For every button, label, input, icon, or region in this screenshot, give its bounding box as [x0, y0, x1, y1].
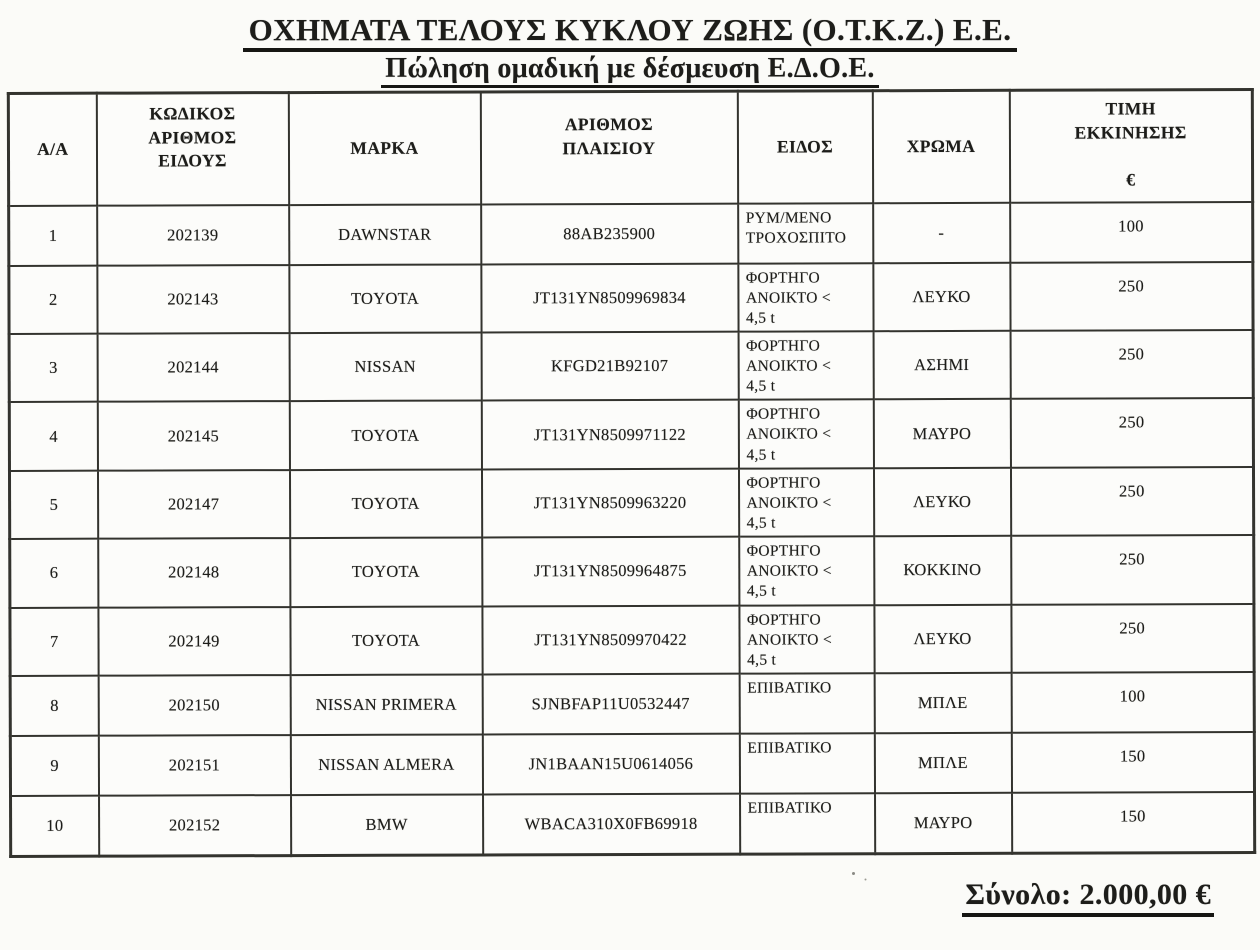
cell-price: 250 [1010, 330, 1253, 399]
cell-price: 250 [1010, 467, 1253, 536]
cell-color: - [873, 202, 1010, 262]
cell-color: ΑΣΗΜΙ [873, 331, 1010, 400]
cell-chassis: JN1BAAN15U0614056 [482, 734, 739, 795]
cell-color: ΜΑΥΡΟ [875, 793, 1012, 853]
cell-aa: 8 [10, 676, 98, 736]
cell-color: ΜΠΛΕ [874, 733, 1011, 793]
table-header [8, 90, 1252, 206]
total-value: 2.000,00 € [1079, 878, 1211, 911]
cell-price: 250 [1010, 262, 1253, 331]
total-line [962, 878, 1214, 917]
table-row [9, 202, 1253, 266]
cell-price: 250 [1011, 604, 1254, 673]
cell-make: NISSAN PRIMERA [290, 675, 482, 736]
cell-price: 250 [1010, 398, 1253, 467]
cell-type: ΕΠΙΒΑΤΙΚΟ [740, 793, 875, 853]
column-header-make: ΜΑΡΚΑ [288, 92, 480, 205]
page-title: ΟΧΗΜΑΤΑ ΤΕΛΟΥΣ ΚΥΚΛΟΥ ΖΩΗΣ (Ο.Τ.Κ.Ζ.) Ε.Ε. [243, 12, 1018, 52]
cell-price: 250 [1011, 535, 1254, 604]
cell-chassis: JT131YN8509970422 [482, 605, 739, 674]
cell-price: 150 [1012, 792, 1255, 853]
cell-aa: 3 [9, 334, 97, 403]
cell-make: NISSAN ALMERA [290, 735, 482, 796]
cell-color: ΜΠΛΕ [874, 673, 1011, 733]
table-row [9, 262, 1253, 334]
cell-color: ΛΕΥΚΟ [873, 468, 1010, 537]
cell-chassis: SJNBFAP11U0532447 [482, 674, 739, 735]
cell-type: ΕΠΙΒΑΤΙΚΟ [739, 673, 874, 733]
column-header-chassis: ΑΡΙΘΜΟΣ ΠΛΑΙΣΙΟΥ [480, 91, 737, 204]
cell-color: ΛΕΥΚΟ [873, 262, 1010, 331]
vehicles-table [7, 88, 1256, 857]
cell-chassis: KFGD21B92107 [481, 332, 738, 401]
cell-color: ΚΟΚΚΙΝΟ [874, 536, 1011, 605]
column-header-price: ΤΙΜΗ ΕΚΚΙΝΗΣΗΣ € [1009, 90, 1252, 203]
cell-price: 100 [1011, 672, 1254, 733]
cell-make: NISSAN [289, 332, 481, 401]
cell-item_code: 202143 [97, 265, 289, 334]
cell-item_code: 202145 [97, 401, 289, 470]
scan-artifact [852, 872, 855, 875]
cell-color: ΜΑΥΡΟ [873, 399, 1010, 468]
cell-item_code: 202139 [97, 205, 289, 266]
cell-type: ΦΟΡΤΗΓΟ ΑΝΟΙΚΤΟ < 4,5 t [739, 605, 874, 674]
cell-aa: 4 [9, 402, 97, 471]
cell-chassis: JT131YN8509971122 [481, 400, 738, 469]
table-row [9, 398, 1253, 470]
cell-chassis: JT131YN8509969834 [481, 263, 738, 332]
column-header-type: ΕΙΔΟΣ [737, 91, 872, 203]
table-row [9, 467, 1253, 539]
cell-item_code: 202150 [98, 675, 290, 736]
cell-aa: 2 [9, 265, 97, 334]
cell-chassis: 88AB235900 [481, 203, 738, 264]
cell-color: ΛΕΥΚΟ [874, 604, 1011, 673]
cell-type: ΦΟΡΤΗΓΟ ΑΝΟΙΚΤΟ < 4,5 t [738, 468, 873, 537]
header-row [8, 90, 1252, 206]
cell-price: 150 [1011, 732, 1254, 793]
cell-item_code: 202151 [98, 735, 290, 796]
cell-aa: 10 [11, 796, 99, 856]
total-label: Σύνολο: [965, 878, 1072, 911]
cell-make: TOYOTA [290, 606, 482, 675]
table-row [9, 330, 1253, 402]
cell-make: TOYOTA [290, 538, 482, 607]
cell-item_code: 202147 [97, 470, 289, 539]
table-row [10, 604, 1254, 676]
cell-chassis: JT131YN8509964875 [482, 537, 739, 606]
cell-aa: 7 [10, 607, 98, 676]
table-row [10, 732, 1254, 796]
page-subtitle: Πώληση ομαδική με δέσμευση Ε.Δ.Ο.Ε. [381, 54, 878, 89]
cell-aa: 6 [10, 539, 98, 608]
cell-type: ΦΟΡΤΗΓΟ ΑΝΟΙΚΤΟ < 4,5 t [738, 263, 873, 332]
cell-item_code: 202152 [99, 795, 291, 856]
cell-item_code: 202148 [98, 538, 290, 607]
cell-make: TOYOTA [289, 401, 481, 470]
cell-item_code: 202144 [97, 333, 289, 402]
cell-aa: 9 [10, 736, 98, 796]
cell-type: ΕΠΙΒΑΤΙΚΟ [739, 733, 874, 793]
cell-make: BMW [291, 795, 483, 856]
cell-chassis: WBACA310X0FB69918 [483, 794, 740, 855]
table-row [11, 792, 1255, 856]
cell-aa: 1 [9, 205, 97, 265]
column-header-aa: Α/Α [8, 93, 96, 205]
cell-make: TOYOTA [289, 264, 481, 333]
table-row [10, 672, 1254, 736]
cell-make: TOYOTA [289, 469, 481, 538]
cell-make: DAWNSTAR [289, 204, 481, 265]
column-header-item_code: ΚΩΔΙΚΟΣ ΑΡΙΘΜΟΣ ΕΙΔΟΥΣ [96, 93, 288, 206]
cell-chassis: JT131YN8509963220 [481, 468, 738, 537]
column-header-color: ΧΡΩΜΑ [872, 90, 1009, 202]
cell-type: ΦΟΡΤΗΓΟ ΑΝΟΙΚΤΟ < 4,5 t [739, 536, 874, 605]
cell-item_code: 202149 [98, 607, 290, 676]
cell-aa: 5 [9, 470, 97, 539]
table-row [10, 535, 1254, 607]
cell-type: ΡΥΜ/ΜΕΝΟ ΤΡΟΧΟΣΠΙΤΟ [738, 203, 873, 263]
table-body [9, 202, 1255, 856]
cell-type: ΦΟΡΤΗΓΟ ΑΝΟΙΚΤΟ < 4,5 t [738, 331, 873, 400]
cell-price: 100 [1010, 202, 1253, 263]
cell-type: ΦΟΡΤΗΓΟ ΑΝΟΙΚΤΟ < 4,5 t [738, 400, 873, 469]
